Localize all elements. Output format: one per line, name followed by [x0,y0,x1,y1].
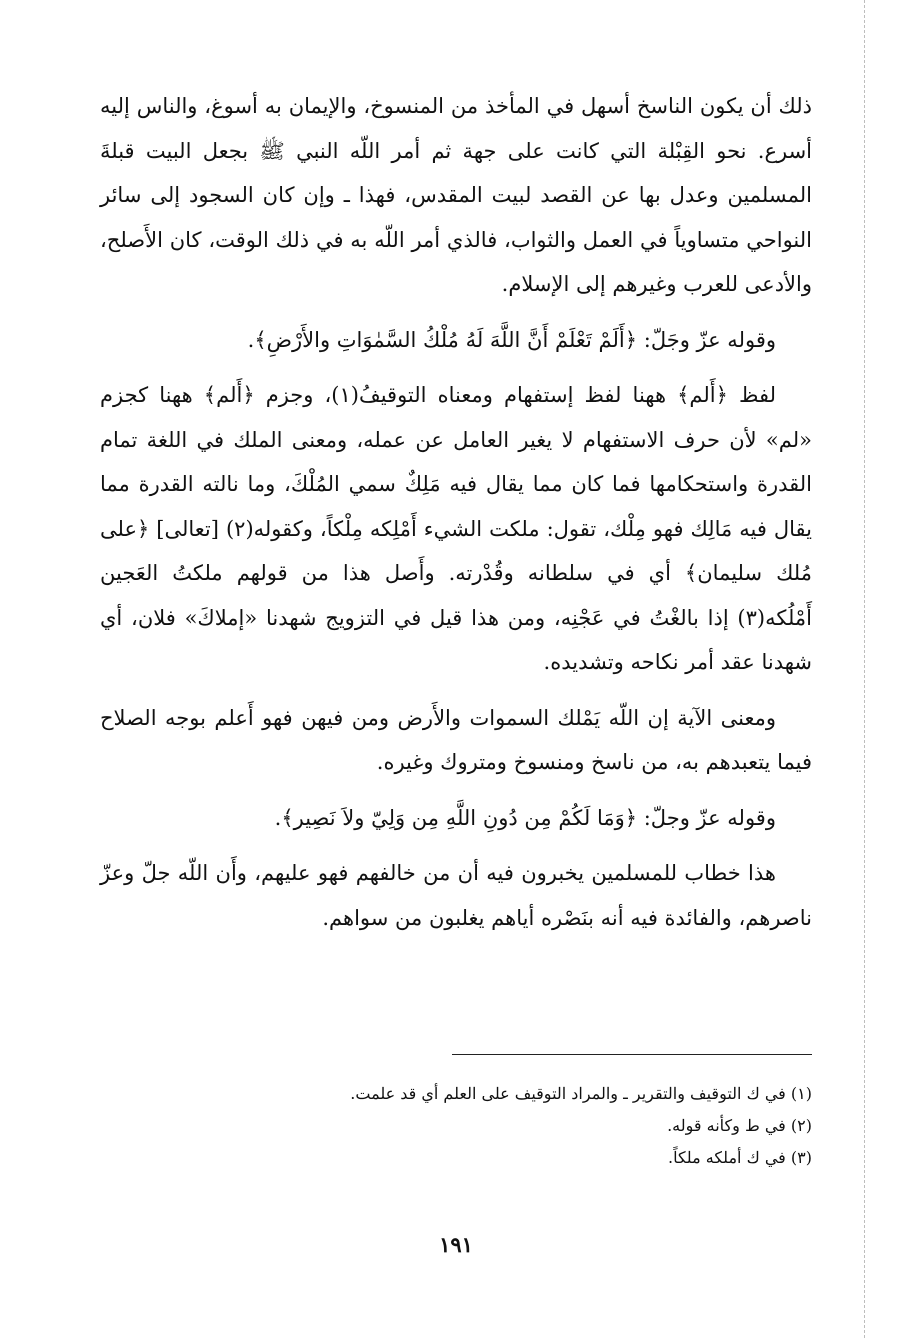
footnote-3: (٣) في ك أملكه ملكاً. [668,1148,812,1167]
paragraph-6: هذا خطاب للمسلمين يخبرون فيه أن من خالفهم فهو عليهم، وأَن اللّه جلّ وعزّ ناصرهم، والفائدة فيه أنه بنَصْره أياهم يغلبون من سواهم. [100,861,812,930]
footnote-2: (٢) في ط وكأنه قوله. [667,1116,812,1135]
paragraph-3: لفظ ﴿أَلم﴾ ههنا لفظ إستفهام ومعناه التوقيفُ(١)، وجزم ﴿أَلم﴾ ههنا كجزم «لم» لأن حرف الاستفهام لا يغير العامل عن عمله، ومعنى الملك في اللغة تمام القدرة واستحكامها فما كان مما يقال فيه مَلِكٌ سمي المُلْكَ، وما نالته القدرة مما يقال فيه مَالِك فهو مِلْك، تقول: ملكت الشيء أَمْلِكه مِلْكاً، وكقوله(٢) [تعالى] ﴿على مُلك سليمان﴾ أي في سلطانه وقُدْرته. وأَصل هذا من قولهم ملكتُ العَجين أَمْلُكه(٣) إذا بالغْتُ في عَجْنِه، ومن هذا قيل في التزويج شهدنا «إملاكَ» فلان، أي شهدنا عقد أمر نكاحه وتشديده. [100,383,812,674]
footnote-separator [452,1054,812,1055]
page-edge-line [864,0,865,1338]
paragraph-5-verse: وقوله عزّ وجلّ: ﴿وَمَا لَكُمْ مِن دُونِ اللَّهِ مِن وَلِيّ ولاَ نَصِير﴾. [274,805,776,830]
footnotes [100,1078,812,1174]
paragraph-2-verse: وقوله عزّ وجَلّ: ﴿أَلَمْ تَعْلَمْ أَنَّ اللَّهَ لَهُ مُلْكُ السَّمٰوَاتِ والأَرْضِ﴾. [247,327,776,352]
paragraph-4: ومعنى الآية إن اللّه يَمْلك السموات والأَرض ومن فيهن فهو أَعلم بوجه الصلاح فيما يتعبدهم به، من ناسخ ومنسوخ ومتروك وغيره. [100,705,812,774]
footnote-1: (١) في ك التوقيف والتقرير ـ والمراد التوقيف على العلم أي قد علمت. [350,1084,812,1103]
main-text [100,84,812,951]
page-number: ١٩١ [439,1232,473,1257]
paragraph-1: ذلك أن يكون الناسخ أسهل في المأخذ من المنسوخ، والإيمان به أسوغ، والناس إليه أسرع. نحو القِبْلة التي كانت على جهة ثم أمر اللّه النبي ﷺ بجعل البيت قبلةَ المسلمين وعدل بها عن القصد لبيت المقدس، فهذا ـ وإن كان السجود إلى سائر النواحي متساوياً في العمل والثواب، فالذي أمر اللّه به في ذلك الوقت، كان الأَصلح، والأدعى للعرب وغيرهم إلى الإسلام. [100,94,812,296]
